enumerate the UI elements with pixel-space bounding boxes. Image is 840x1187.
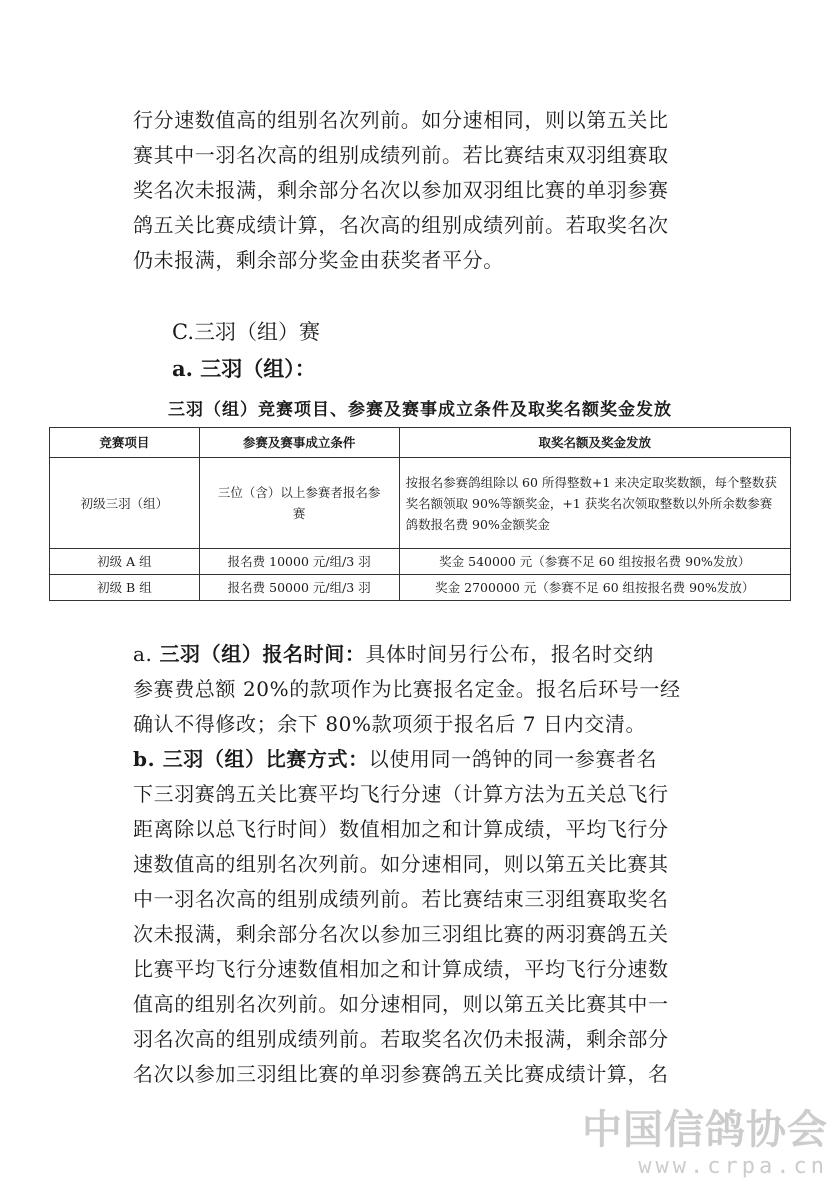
table-title: 三羽（组）竞赛项目、参赛及赛事成立条件及取奖名额奖金发放 <box>168 400 672 420</box>
text-line: 中一羽名次高的组别成绩列前。若比赛结束三羽组赛取奖名 <box>133 887 669 911</box>
table-row <box>50 458 791 549</box>
text-line <box>133 637 713 672</box>
intro-paragraph <box>133 103 713 278</box>
watermark <box>582 1108 828 1182</box>
registration-paragraph <box>133 637 713 742</box>
cell-prize: 奖金 540000 元（参赛不足 60 组按报名费 90%发放） <box>399 549 790 575</box>
cell-item: 初级 A 组 <box>50 549 200 575</box>
header-item: 竞赛项目 <box>50 428 200 458</box>
text-line: 下三羽赛鸽五关比赛平均飞行分速（计算方法为五关总飞行 <box>133 782 669 806</box>
text-line: 值高的组别名次列前。如分速相同，则以第五关比赛其中一 <box>133 992 669 1016</box>
cell-prize: 奖金 2700000 元（参赛不足 60 组按报名费 90%发放） <box>399 575 790 601</box>
text-line: 奖名次未报满，剩余部分名次以参加双羽组比赛的单羽参赛 <box>133 178 669 202</box>
text-line: 名次以参加三羽组比赛的单羽参赛鸽五关比赛成绩计算，名 <box>133 1062 669 1086</box>
cell-item: 初级三羽（组） <box>50 458 200 549</box>
watermark-name: 中国信鸽协会 <box>582 1107 828 1153</box>
prize-table <box>49 427 791 601</box>
header-prize: 取奖名额及奖金发放 <box>399 428 790 458</box>
section-heading-c: C.三羽（组）赛 <box>172 320 320 344</box>
registration-text: 具体时间另行公布，报名时交纳 <box>365 642 654 666</box>
text-line <box>133 742 713 777</box>
watermark-url: www.crpa.cn <box>638 1154 828 1179</box>
method-text: 以使用同一鸽钟的同一参赛者名 <box>368 747 658 771</box>
text-line: 比赛平均飞行分速数值相加之和计算成绩，平均飞行分速数 <box>133 957 669 981</box>
cell-item: 初级 B 组 <box>50 575 200 601</box>
table-row <box>50 549 791 575</box>
text-line: 距离除以总飞行时间）数值相加之和计算成绩，平均飞行分 <box>133 817 669 841</box>
registration-label: 三羽（组）报名时间： <box>159 642 366 666</box>
method-paragraph <box>133 742 713 1092</box>
cell-condition: 三位（含）以上参赛者报名参赛 <box>199 458 399 549</box>
text-line: 确认不得修改；余下 80%款项须于报名后 7 日内交清。 <box>133 712 647 736</box>
text-line: 参赛费总额 20%的款项作为比赛报名定金。报名后环号一经 <box>133 677 681 701</box>
header-condition: 参赛及赛事成立条件 <box>199 428 399 458</box>
text-line: 羽名次高的组别成绩列前。若取奖名次仍未报满，剩余部分 <box>133 1027 669 1051</box>
table-row <box>50 575 791 601</box>
cell-condition: 报名费 50000 元/组/3 羽 <box>199 575 399 601</box>
table-header-row <box>50 428 791 458</box>
text-line: 仍未报满，剩余部分奖金由获奖者平分。 <box>133 248 504 272</box>
text-line: 行分速数值高的组别名次列前。如分速相同，则以第五关比 <box>133 108 669 132</box>
cell-condition: 报名费 10000 元/组/3 羽 <box>199 549 399 575</box>
text-line: 速数值高的组别名次列前。如分速相同，则以第五关比赛其 <box>133 852 669 876</box>
list-marker: a. <box>133 642 160 666</box>
subsection-heading-a: a. 三羽（组）： <box>172 356 316 381</box>
cell-prize: 按报名参赛鸽组除以 60 所得整数+1 来决定取奖数额，每个整数获奖名额领取 90%等额奖金，+1 获奖名次领取整数以外所余数参赛鸽数报名费 90%金额奖金 <box>399 458 790 549</box>
text-line: 赛其中一羽名次高的组别成绩列前。若比赛结束双羽组赛取 <box>133 143 669 167</box>
text-line: 次未报满，剩余部分名次以参加三羽组比赛的两羽赛鸽五关 <box>133 922 669 946</box>
method-label: b. 三羽（组）比赛方式： <box>133 747 369 771</box>
text-line: 鸽五关比赛成绩计算，名次高的组别成绩列前。若取奖名次 <box>133 213 669 237</box>
